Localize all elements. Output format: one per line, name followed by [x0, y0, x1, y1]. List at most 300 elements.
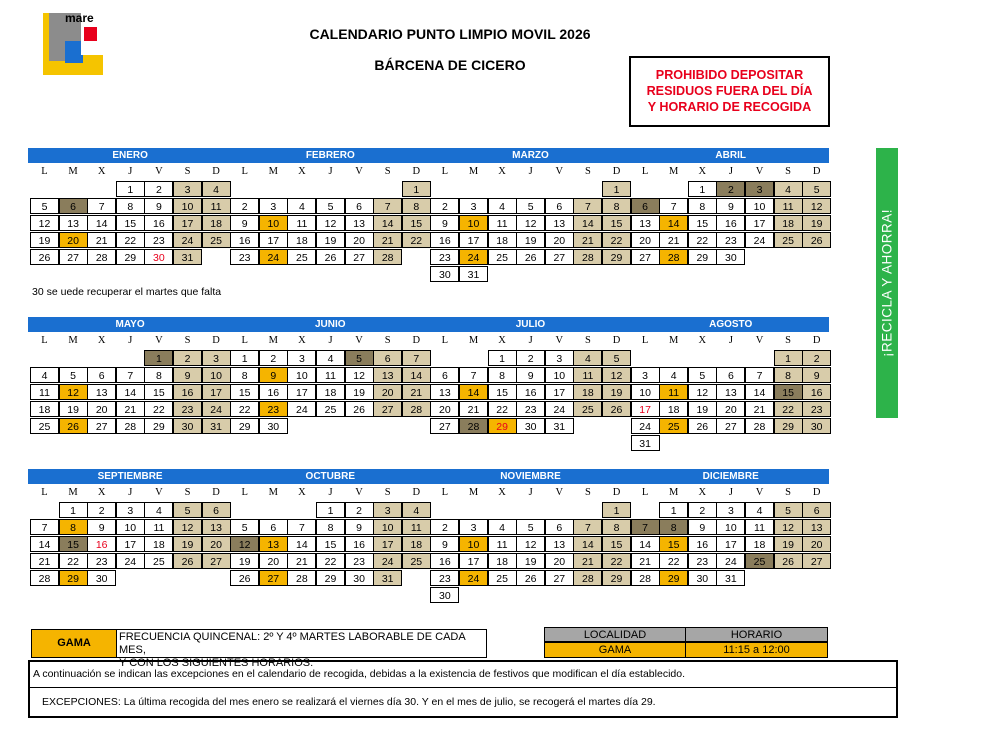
day-cell: 8: [488, 367, 517, 383]
day-cell: 15: [688, 215, 717, 231]
day-cell: 20: [802, 536, 831, 552]
day-cell: 15: [659, 536, 688, 552]
day-cell: 12: [516, 215, 545, 231]
day-cell: 7: [116, 367, 145, 383]
day-cell: 14: [573, 215, 602, 231]
day-cell: 9: [345, 519, 374, 535]
day-cell: 7: [287, 519, 316, 535]
locality-value: GAMA: [544, 642, 686, 658]
schedule-header: HORARIO: [686, 627, 828, 642]
weekday-letter: J: [128, 166, 133, 177]
weekday-letter: S: [184, 335, 191, 346]
day-cell: 2: [430, 519, 459, 535]
day-cell: 11: [488, 536, 517, 552]
day-cell: 1: [316, 502, 345, 518]
day-cell: 3: [173, 181, 202, 197]
day-cell: 24: [545, 401, 574, 417]
day-cell: 21: [459, 401, 488, 417]
day-cell: 26: [802, 232, 831, 248]
day-cell: 11: [745, 519, 774, 535]
day-cell: 28: [631, 570, 660, 586]
day-cell: 18: [774, 215, 803, 231]
weekday-letter: J: [328, 487, 333, 498]
day-cell: 25: [202, 232, 231, 248]
mare-logo: [43, 13, 103, 75]
day-cell: 12: [688, 384, 717, 400]
day-cell: 18: [573, 384, 602, 400]
weekday-letter: D: [612, 487, 621, 498]
weekday-letter: X: [498, 335, 506, 346]
day-cell: 3: [716, 502, 745, 518]
day-cell: 25: [287, 249, 316, 265]
weekday-letter: M: [268, 335, 278, 346]
weekday-letter: D: [612, 335, 621, 346]
day-cell: 13: [59, 215, 88, 231]
day-cell: 12: [774, 519, 803, 535]
day-cell: 30: [688, 570, 717, 586]
weekday-letter: X: [698, 166, 707, 177]
day-cell: 31: [173, 249, 202, 265]
day-cell: 21: [573, 553, 602, 569]
day-cell: 14: [87, 215, 116, 231]
weekday-letter: D: [412, 335, 421, 346]
day-cell: 24: [202, 401, 231, 417]
month-name: SEPTIEMBRE: [97, 471, 163, 482]
day-cell: 19: [59, 401, 88, 417]
day-cell: 12: [516, 536, 545, 552]
day-cell: 24: [631, 418, 660, 434]
day-cell: 16: [173, 384, 202, 400]
day-cell: 11: [202, 198, 231, 214]
day-cell: 11: [30, 384, 59, 400]
day-cell: 22: [488, 401, 517, 417]
day-cell: 22: [774, 401, 803, 417]
day-cell: 4: [488, 198, 517, 214]
day-cell: 5: [59, 367, 88, 383]
day-cell: 8: [659, 519, 688, 535]
weekday-letter: S: [785, 487, 792, 498]
weekday-letter: V: [555, 166, 564, 177]
frequency-line: FRECUENCIA QUINCENAL: 2º Y 4º MARTES LABORABLE DE CADA MES,: [119, 631, 466, 656]
day-cell: 20: [87, 401, 116, 417]
day-cell: 15: [316, 536, 345, 552]
weekday-letter: X: [498, 166, 506, 177]
day-cell: 6: [631, 198, 660, 214]
day-cell: 12: [30, 215, 59, 231]
day-cell: 25: [488, 249, 517, 265]
day-cell: 10: [545, 367, 574, 383]
day-cell: 15: [230, 384, 259, 400]
day-cell: 26: [602, 401, 631, 417]
day-cell: 27: [87, 418, 116, 434]
day-cell: 6: [716, 367, 745, 383]
month-name: MARZO: [512, 150, 549, 161]
weekday-letter: L: [41, 335, 48, 346]
day-cell: 6: [545, 198, 574, 214]
day-cell: 18: [316, 384, 345, 400]
day-cell: 9: [802, 367, 831, 383]
exceptions-box: [28, 660, 898, 718]
day-cell: 29: [659, 570, 688, 586]
day-cell: 2: [716, 181, 745, 197]
day-cell: 24: [459, 249, 488, 265]
day-cell: 30: [173, 418, 202, 434]
day-cell: 29: [488, 418, 517, 434]
day-cell: 5: [230, 519, 259, 535]
day-cell: 27: [259, 570, 288, 586]
day-cell: 26: [30, 249, 59, 265]
day-cell: 23: [87, 553, 116, 569]
weekday-letter: D: [212, 335, 220, 346]
day-cell: 29: [602, 249, 631, 265]
day-cell: 22: [59, 553, 88, 569]
day-cell: 26: [516, 570, 545, 586]
day-cell: 22: [144, 401, 173, 417]
day-cell: 18: [287, 232, 316, 248]
weekday-letter: L: [241, 487, 248, 498]
day-cell: 4: [573, 350, 602, 366]
day-cell: 9: [716, 198, 745, 214]
day-cell: 7: [573, 519, 602, 535]
day-cell: 23: [802, 401, 831, 417]
day-cell: 27: [59, 249, 88, 265]
day-cell: 5: [316, 198, 345, 214]
day-cell: 1: [402, 181, 431, 197]
weekday-letter: M: [468, 166, 479, 177]
month-name: DICIEMBRE: [702, 471, 759, 482]
day-cell: 24: [373, 553, 402, 569]
page-subtitle: BÁRCENA DE CICERO: [374, 57, 526, 73]
weekday-letter: M: [268, 487, 278, 498]
day-cell: 24: [287, 401, 316, 417]
day-cell: 1: [488, 350, 517, 366]
day-cell: 10: [173, 198, 202, 214]
day-cell: 4: [287, 198, 316, 214]
day-cell: 6: [802, 502, 831, 518]
day-cell: 23: [716, 232, 745, 248]
day-cell: 30: [516, 418, 545, 434]
day-cell: 19: [316, 232, 345, 248]
day-cell: 21: [116, 401, 145, 417]
day-cell: 9: [688, 519, 717, 535]
day-cell: 30: [802, 418, 831, 434]
day-cell: 9: [87, 519, 116, 535]
day-cell: 19: [30, 232, 59, 248]
day-cell: 19: [802, 215, 831, 231]
day-cell: 10: [459, 536, 488, 552]
weekday-letter: L: [41, 166, 48, 177]
day-cell: 31: [202, 418, 231, 434]
weekday-letter: J: [128, 487, 133, 498]
day-cell: 16: [430, 232, 459, 248]
day-cell: 8: [602, 519, 631, 535]
weekday-letter: M: [468, 335, 479, 346]
day-cell: 1: [659, 502, 688, 518]
day-cell: 27: [802, 553, 831, 569]
day-cell: 27: [545, 249, 574, 265]
day-cell: 20: [545, 553, 574, 569]
day-cell: 14: [287, 536, 316, 552]
day-cell: 31: [716, 570, 745, 586]
day-cell: 25: [488, 570, 517, 586]
day-cell: 17: [116, 536, 145, 552]
weekday-letter: X: [298, 166, 306, 177]
day-cell: 10: [202, 367, 231, 383]
day-cell: 28: [402, 401, 431, 417]
day-cell: 8: [144, 367, 173, 383]
day-cell: 25: [774, 232, 803, 248]
day-cell: 23: [345, 553, 374, 569]
day-cell: 28: [573, 570, 602, 586]
day-cell: 6: [345, 198, 374, 214]
recycle-banner: [876, 148, 898, 418]
day-cell: 2: [259, 350, 288, 366]
recycle-banner-text: ¡RECICLA Y AHORRA!: [879, 208, 895, 358]
day-cell: 13: [87, 384, 116, 400]
day-cell: 4: [488, 519, 517, 535]
weekday-letter: M: [669, 166, 679, 177]
day-cell: 11: [316, 367, 345, 383]
day-cell: 5: [516, 519, 545, 535]
day-cell: 9: [230, 215, 259, 231]
day-cell: 27: [345, 249, 374, 265]
day-cell: 4: [144, 502, 173, 518]
day-cell: 27: [716, 418, 745, 434]
day-cell: 2: [230, 198, 259, 214]
day-cell: 11: [144, 519, 173, 535]
day-cell: 13: [345, 215, 374, 231]
weekday-letter: X: [97, 487, 106, 498]
day-cell: 13: [545, 215, 574, 231]
day-cell: 11: [488, 215, 517, 231]
weekday-letter: M: [669, 335, 679, 346]
weekday-letter: D: [212, 166, 220, 177]
day-cell: 12: [802, 198, 831, 214]
month-name: ABRIL: [715, 150, 746, 161]
weekday-letter: S: [384, 487, 391, 498]
day-cell: 20: [259, 553, 288, 569]
day-cell: 27: [631, 249, 660, 265]
day-cell: 18: [402, 536, 431, 552]
day-cell: 12: [345, 367, 374, 383]
day-cell: 10: [631, 384, 660, 400]
day-cell: 19: [516, 232, 545, 248]
frequency-line: Y CON LOS SIGUIENTES HORARIOS:: [119, 657, 314, 669]
weekday-letter: V: [355, 166, 363, 177]
day-cell: 16: [516, 384, 545, 400]
day-cell: 17: [716, 536, 745, 552]
day-cell: 29: [602, 570, 631, 586]
day-cell: 23: [430, 570, 459, 586]
month-name: AGOSTO: [709, 319, 753, 330]
day-cell: 4: [774, 181, 803, 197]
day-cell: 23: [259, 401, 288, 417]
weekday-letter: L: [41, 487, 48, 498]
day-cell: 7: [459, 367, 488, 383]
warning-box: [629, 56, 830, 127]
weekday-letter: V: [755, 335, 764, 346]
weekday-letter: L: [441, 487, 449, 498]
weekday-letter: M: [68, 166, 78, 177]
day-cell: 2: [87, 502, 116, 518]
day-cell: 15: [602, 536, 631, 552]
day-cell: 19: [602, 384, 631, 400]
weekday-letter: J: [728, 166, 733, 177]
weekday-letter: V: [155, 487, 163, 498]
day-cell: 10: [287, 367, 316, 383]
day-cell: 13: [373, 367, 402, 383]
day-cell: 21: [745, 401, 774, 417]
day-cell: 17: [373, 536, 402, 552]
day-cell: 10: [116, 519, 145, 535]
day-cell: 26: [316, 249, 345, 265]
day-cell: 14: [373, 215, 402, 231]
day-cell: 14: [573, 536, 602, 552]
day-cell: 5: [688, 367, 717, 383]
day-cell: 19: [173, 536, 202, 552]
day-cell: 13: [259, 536, 288, 552]
day-cell: 22: [659, 553, 688, 569]
warning-line: PROHIBIDO DEPOSITAR: [655, 68, 804, 82]
day-cell: 17: [545, 384, 574, 400]
day-cell: 6: [259, 519, 288, 535]
day-cell: 15: [488, 384, 517, 400]
day-cell: 21: [287, 553, 316, 569]
day-cell: 20: [59, 232, 88, 248]
weekday-letter: V: [155, 335, 163, 346]
weekday-letter: J: [528, 335, 533, 346]
day-cell: 18: [488, 232, 517, 248]
day-cell: 20: [202, 536, 231, 552]
day-cell: 23: [430, 249, 459, 265]
weekday-letter: J: [528, 487, 533, 498]
day-cell: 16: [259, 384, 288, 400]
month-name: MAYO: [115, 319, 145, 330]
weekday-letter: V: [155, 166, 163, 177]
day-cell: 5: [173, 502, 202, 518]
day-cell: 18: [202, 215, 231, 231]
weekday-letter: X: [298, 487, 306, 498]
weekday-letter: J: [528, 166, 533, 177]
day-cell: 4: [402, 502, 431, 518]
day-cell: 27: [430, 418, 459, 434]
day-cell: 13: [631, 215, 660, 231]
day-cell: 28: [373, 249, 402, 265]
weekday-letter: V: [755, 487, 764, 498]
weekday-letter: X: [97, 335, 106, 346]
day-cell: 24: [459, 570, 488, 586]
day-cell: 22: [402, 232, 431, 248]
day-cell: 26: [516, 249, 545, 265]
day-cell: 2: [345, 502, 374, 518]
day-cell: 16: [87, 536, 116, 552]
weekday-letter: S: [584, 487, 591, 498]
day-cell: 10: [259, 215, 288, 231]
weekday-letter: V: [555, 487, 564, 498]
day-cell: 12: [230, 536, 259, 552]
day-cell: 28: [87, 249, 116, 265]
weekday-letter: S: [785, 166, 792, 177]
weekday-letter: V: [355, 335, 363, 346]
day-cell: 3: [259, 198, 288, 214]
day-cell: 25: [745, 553, 774, 569]
day-cell: 11: [659, 384, 688, 400]
weekday-letter: D: [412, 166, 421, 177]
month-name: FEBRERO: [305, 150, 355, 161]
day-cell: 21: [373, 232, 402, 248]
day-cell: 31: [545, 418, 574, 434]
day-cell: 9: [516, 367, 545, 383]
day-cell: 20: [373, 384, 402, 400]
day-cell: 9: [430, 536, 459, 552]
day-cell: 6: [430, 367, 459, 383]
day-cell: 3: [631, 367, 660, 383]
day-cell: 7: [631, 519, 660, 535]
page-title: CALENDARIO PUNTO LIMPIO MOVIL 2026: [309, 26, 591, 42]
day-cell: 20: [430, 401, 459, 417]
weekday-letter: V: [555, 335, 564, 346]
day-cell: 7: [87, 198, 116, 214]
day-cell: 24: [173, 232, 202, 248]
weekday-letter: L: [441, 166, 449, 177]
weekday-letter: L: [641, 166, 649, 177]
day-cell: 3: [459, 198, 488, 214]
weekday-letter: M: [268, 166, 278, 177]
day-cell: 16: [230, 232, 259, 248]
weekday-letter: D: [612, 166, 621, 177]
day-cell: 13: [802, 519, 831, 535]
day-cell: 16: [802, 384, 831, 400]
month-name: JULIO: [515, 319, 546, 330]
day-cell: 4: [659, 367, 688, 383]
weekday-letter: L: [641, 335, 649, 346]
weekday-letter: M: [669, 487, 679, 498]
weekday-letter: M: [68, 487, 78, 498]
weekday-letter: X: [698, 487, 707, 498]
day-cell: 20: [545, 232, 574, 248]
day-cell: 14: [30, 536, 59, 552]
day-cell: 17: [202, 384, 231, 400]
day-cell: 1: [116, 181, 145, 197]
weekday-letter: S: [384, 335, 391, 346]
day-cell: 30: [345, 570, 374, 586]
day-cell: 16: [688, 536, 717, 552]
day-cell: 11: [573, 367, 602, 383]
month-name: ENERO: [112, 150, 148, 161]
day-cell: 22: [602, 232, 631, 248]
day-cell: 28: [745, 418, 774, 434]
day-cell: 13: [202, 519, 231, 535]
day-cell: 31: [631, 435, 660, 451]
day-cell: 5: [345, 350, 374, 366]
day-cell: 28: [116, 418, 145, 434]
day-cell: 11: [402, 519, 431, 535]
day-cell: 19: [688, 401, 717, 417]
day-cell: 16: [144, 215, 173, 231]
weekday-letter: L: [641, 487, 649, 498]
day-cell: 31: [459, 266, 488, 282]
weekday-letter: M: [468, 487, 479, 498]
day-cell: 4: [316, 350, 345, 366]
day-cell: 5: [774, 502, 803, 518]
weekday-letter: J: [728, 487, 733, 498]
day-cell: 1: [144, 350, 173, 366]
locality-header: LOCALIDAD: [544, 627, 686, 642]
day-cell: 7: [30, 519, 59, 535]
day-cell: 26: [173, 553, 202, 569]
day-cell: 5: [602, 350, 631, 366]
weekday-letter: D: [412, 487, 421, 498]
